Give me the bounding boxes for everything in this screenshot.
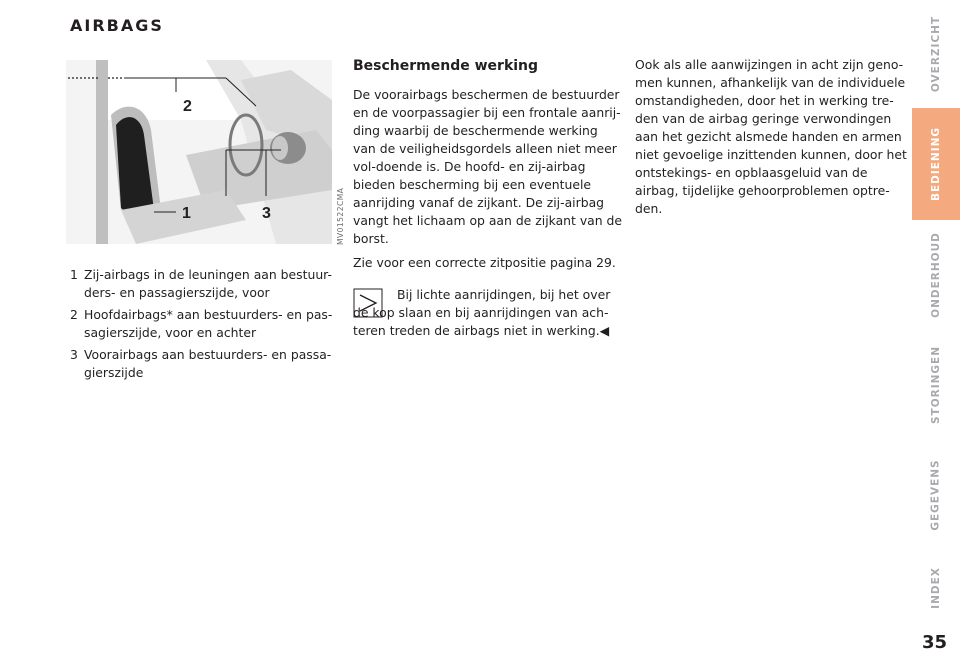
- section-heading: Beschermende werking: [353, 58, 539, 74]
- legend-text: Voorairbags aan bestuurders- en passa-gierszijde: [84, 347, 332, 380]
- tab-gegevens[interactable]: [912, 440, 960, 550]
- legend-item: [70, 266, 338, 302]
- tab-label: INDEX: [930, 567, 942, 609]
- tab-label: BEDIENING: [930, 126, 943, 202]
- tab-overzicht[interactable]: [912, 0, 960, 108]
- car-interior-drawing: [66, 60, 332, 244]
- chapter-tabs: [912, 0, 960, 663]
- legend-text: Zij-airbags in de leuningen aan bestuur-ders- en passagierszijde, voor: [84, 267, 332, 300]
- legend-number: 2: [70, 307, 78, 322]
- page-number: 35: [922, 632, 948, 653]
- column-three: [635, 56, 907, 218]
- tab-label: STORINGEN: [930, 345, 943, 425]
- tab-label: ONDERHOUD: [930, 232, 942, 318]
- tab-label: OVERZICHT: [930, 15, 942, 93]
- section-paragraph: Zie voor een correcte zitpositie pagina 29.: [353, 255, 616, 270]
- callout-1: 1: [182, 205, 191, 222]
- note-triangle-icon: [353, 288, 383, 318]
- airbag-illustration: [66, 60, 332, 244]
- legend-text: Hoofdairbags* aan bestuurders- en pas-sagierszijde, voor en achter: [84, 307, 333, 340]
- note-text: Bij lichte aanrijdingen, bij het over de kop slaan en bij aanrijdingen van ach-teren treden de airbags niet in werking.◀: [353, 287, 611, 338]
- legend-item: [70, 306, 338, 342]
- note-block: [353, 286, 623, 340]
- protection-section: [353, 56, 623, 340]
- tab-onderhoud[interactable]: [912, 220, 960, 330]
- tab-bediening[interactable]: [912, 108, 960, 220]
- page-title: AIRBAGS: [70, 16, 164, 35]
- callout-2: 2: [183, 98, 192, 115]
- airbag-legend: [70, 266, 338, 386]
- column-three-text: Ook als alle aanwijzingen in acht zijn geno-men kunnen, afhankelijk van de individuele omstandigheden, door het in werking tre-den van de airbag geringe verwondingen aan het gezicht alsmede handen en armen niet gevoelige inzittenden kunnen, door het ontstekings- en opblaasgeluid van de airbag, tijdelijke gehoorproblemen optre-den.: [635, 57, 907, 216]
- legend-item: [70, 346, 338, 382]
- callout-3: 3: [262, 205, 271, 222]
- tab-label: GEGEVENS: [930, 459, 943, 531]
- legend-number: 3: [70, 347, 78, 362]
- legend-number: 1: [70, 267, 78, 282]
- figure-code: MV01522CMA: [336, 187, 345, 245]
- section-paragraph: De voorairbags beschermen de bestuurder en de voorpassagier bij een frontale aanrij-ding waarbij de beschermende werking van de veiligheidsgordels alleen niet meer vol-doende is. De hoofd- en zij-airbag bieden bescherming bij een eventuele aanrijding vanaf de zijkant. De zij-airbag vangt het lichaam op aan de zijkant van de borst.: [353, 87, 623, 246]
- tab-index[interactable]: [912, 550, 960, 626]
- tab-storingen[interactable]: [912, 330, 960, 440]
